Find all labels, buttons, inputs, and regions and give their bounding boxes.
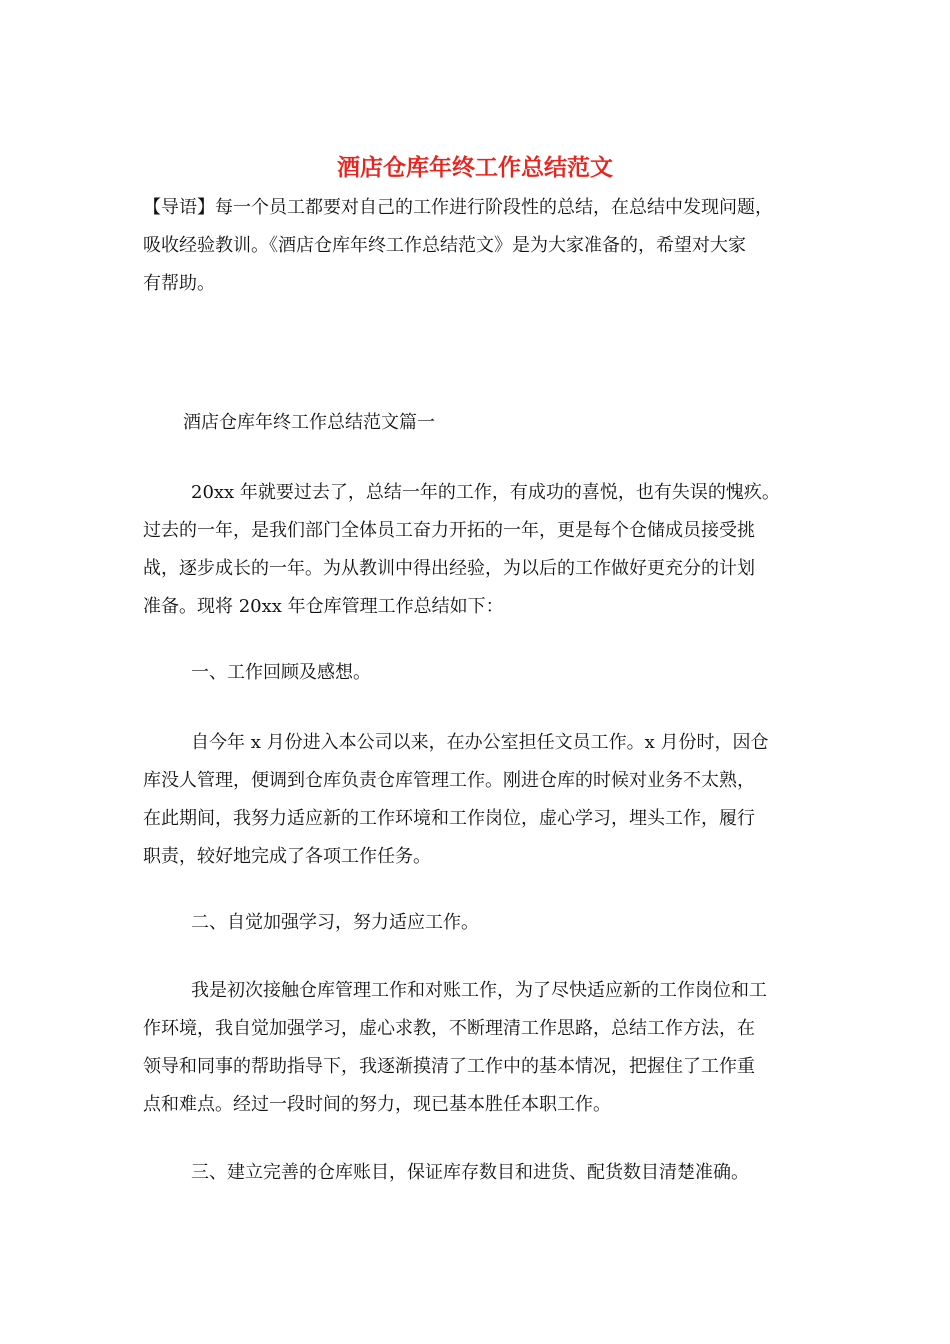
intro-line: 有帮助。 [143, 273, 215, 294]
document-title: 酒店仓库年终工作总结范文 [337, 154, 613, 181]
paragraph-line: 20xx 年就要过去了，总结一年的工作，有成功的喜悦，也有失误的愧疚。 [191, 482, 780, 503]
paragraph-line: 领导和同事的帮助指导下，我逐渐摸清了工作中的基本情况，把握住了工作重 [143, 1056, 755, 1077]
heading-1: 一、工作回顾及感想。 [191, 662, 371, 683]
paragraph-1 [143, 474, 815, 626]
paragraph-2 [143, 724, 815, 876]
heading-2: 二、自觉加强学习，努力适应工作。 [191, 912, 479, 933]
paragraph-3 [143, 972, 815, 1124]
intro-paragraph [143, 189, 815, 303]
heading-3: 三、建立完善的仓库账目，保证库存数目和进货、配货数目清楚准确。 [191, 1162, 749, 1183]
paragraph-line: 职责，较好地完成了各项工作任务。 [143, 846, 431, 867]
paragraph-line: 准备。现将 20xx 年仓库管理工作总结如下： [143, 596, 504, 617]
paragraph-line: 自今年 x 月份进入本公司以来，在办公室担任文员工作。x 月份时，因仓 [191, 732, 769, 753]
paragraph-line: 在此期间，我努力适应新的工作环境和工作岗位，虚心学习，埋头工作，履行 [143, 808, 755, 829]
intro-line: 【导语】每一个员工都要对自己的工作进行阶段性的总结，在总结中发现问题， [143, 197, 773, 218]
intro-line: 吸收经验教训。《酒店仓库年终工作总结范文》是为大家准备的，希望对大家 [143, 235, 746, 256]
paragraph-line: 点和难点。经过一段时间的努力，现已基本胜任本职工作。 [143, 1094, 611, 1115]
section-title: 酒店仓库年终工作总结范文篇一 [183, 412, 435, 433]
paragraph-line: 我是初次接触仓库管理工作和对账工作，为了尽快适应新的工作岗位和工 [191, 980, 767, 1001]
paragraph-line: 作环境，我自觉加强学习，虚心求教，不断理清工作思路，总结工作方法，在 [143, 1018, 755, 1039]
paragraph-line: 过去的一年，是我们部门全体员工奋力开拓的一年，更是每个仓储成员接受挑 [143, 520, 755, 541]
paragraph-line: 战，逐步成长的一年。为从教训中得出经验，为以后的工作做好更充分的计划 [143, 558, 755, 579]
paragraph-line: 库没人管理，便调到仓库负责仓库管理工作。刚进仓库的时候对业务不太熟， [143, 770, 755, 791]
